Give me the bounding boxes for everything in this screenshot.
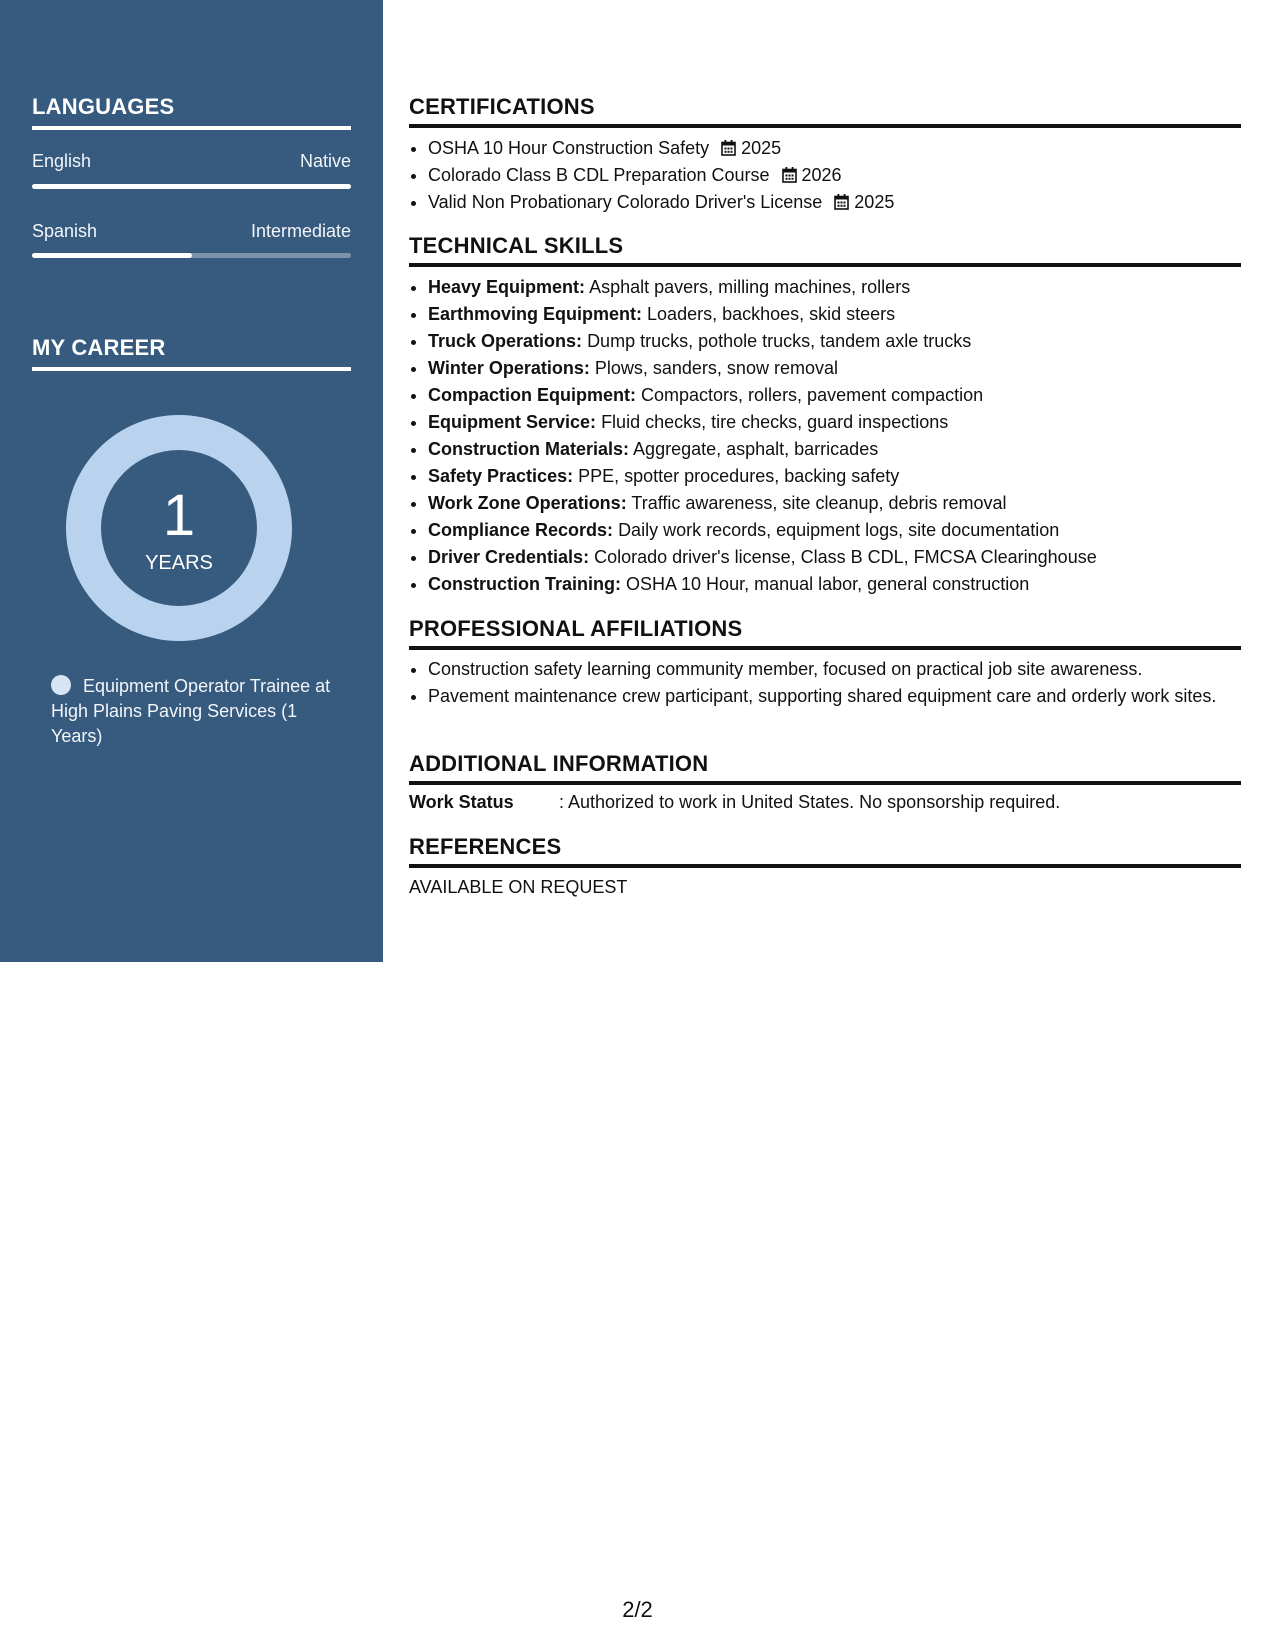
career-heading: MY CAREER	[32, 335, 351, 371]
language-bar-fill	[32, 184, 351, 189]
skill-item	[428, 355, 1260, 382]
work-status-label: Work Status	[409, 792, 514, 812]
language-level: Native	[299, 151, 351, 171]
additional-info-heading: ADDITIONAL INFORMATION	[409, 751, 1241, 785]
skill-item	[428, 328, 1260, 355]
affiliations-list	[409, 657, 1260, 711]
language-name: Spanish	[32, 221, 98, 241]
certification-item	[428, 162, 1260, 189]
languages-heading: LANGUAGES	[32, 94, 351, 130]
skill-category: Compaction Equipment:	[428, 385, 636, 405]
circle-dot-icon	[51, 675, 71, 695]
skill-category: Winter Operations:	[428, 358, 590, 378]
certification-name: OSHA 10 Hour Construction Safety	[428, 138, 710, 158]
language-bar-fill	[32, 253, 192, 258]
skill-category: Compliance Records:	[428, 520, 614, 540]
skill-details: OSHA 10 Hour, manual labor, general construction	[626, 574, 1030, 594]
skill-details: Daily work records, equipment logs, site documentation	[618, 520, 1060, 540]
skill-details: PPE, spotter procedures, backing safety	[578, 466, 900, 486]
certification-year: 2025	[741, 138, 782, 158]
language-bar-english	[32, 184, 351, 189]
certification-year: 2026	[801, 165, 842, 185]
career-item	[51, 674, 341, 749]
skill-category: Heavy Equipment:	[428, 277, 586, 297]
skill-item	[428, 301, 1260, 328]
language-level: Intermediate	[250, 221, 351, 241]
calendar-icon	[834, 191, 849, 207]
calendar-icon	[782, 164, 797, 180]
career-years-number: 1	[162, 483, 196, 548]
skill-item	[428, 463, 1260, 490]
references-heading: REFERENCES	[409, 834, 1241, 868]
language-name: English	[32, 151, 92, 171]
references-text: AVAILABLE ON REQUEST	[409, 877, 628, 897]
career-years-donut	[66, 415, 292, 641]
career-years-unit: YEARS	[145, 552, 213, 574]
skill-details: Aggregate, asphalt, barricades	[633, 439, 879, 459]
skill-category: Construction Materials:	[428, 439, 630, 459]
work-status-value: : Authorized to work in United States. No sponsorship required.	[559, 792, 1061, 812]
skill-details: Plows, sanders, snow removal	[594, 358, 838, 378]
skill-category: Earthmoving Equipment:	[428, 304, 643, 324]
skill-category: Construction Training:	[428, 574, 621, 594]
certifications-heading: CERTIFICATIONS	[409, 94, 1241, 128]
skill-item	[428, 436, 1260, 463]
skill-details: Compactors, rollers, pavement compaction	[641, 385, 984, 405]
certification-item	[428, 189, 1260, 216]
affiliation-item: • Construction safety learning community member, focused on practical job site awareness.	[428, 657, 1260, 682]
certification-name: Valid Non Probationary Colorado Driver's License	[428, 192, 823, 212]
work-status-row	[409, 792, 1241, 813]
skill-details: Asphalt pavers, milling machines, rollers	[589, 277, 911, 297]
skill-details: Fluid checks, tire checks, guard inspections	[601, 412, 949, 432]
skill-item	[428, 490, 1260, 517]
language-row-spanish	[32, 221, 351, 242]
skill-details: Traffic awareness, site cleanup, debris removal	[631, 493, 1007, 513]
calendar-icon	[721, 137, 736, 153]
career-item-text: Equipment Operator Trainee at High Plains Paving Services (1 Years)	[51, 676, 331, 746]
language-row-english	[32, 151, 351, 172]
skill-item	[428, 382, 1260, 409]
skill-category: Truck Operations:	[428, 331, 583, 351]
skill-category: Work Zone Operations:	[428, 493, 627, 513]
certifications-list	[409, 135, 1260, 216]
technical-skills-heading: TECHNICAL SKILLS	[409, 233, 1241, 267]
page-number: 2/2	[622, 1597, 653, 1622]
skill-details: Loaders, backhoes, skid steers	[647, 304, 896, 324]
certification-item	[428, 135, 1260, 162]
language-bar-spanish	[32, 253, 351, 258]
skill-details: Colorado driver's license, Class B CDL, FMCSA Clearinghouse	[594, 547, 1097, 567]
affiliation-item: • Pavement maintenance crew participant, supporting shared equipment care and orderly work sites.	[428, 684, 1260, 709]
sidebar	[0, 0, 383, 962]
skill-category: Driver Credentials:	[428, 547, 590, 567]
certification-year: 2025	[854, 192, 895, 212]
skill-item	[428, 274, 1260, 301]
certification-name: Colorado Class B CDL Preparation Course	[428, 165, 770, 185]
affiliations-heading: PROFESSIONAL AFFILIATIONS	[409, 616, 1241, 650]
skill-item	[428, 517, 1260, 544]
skill-item	[428, 544, 1260, 571]
donut-center	[101, 450, 257, 606]
technical-skills-list	[409, 274, 1260, 598]
skill-item	[428, 409, 1260, 436]
skill-category: Equipment Service:	[428, 412, 597, 432]
skill-details: Dump trucks, pothole trucks, tandem axle trucks	[587, 331, 972, 351]
skill-category: Safety Practices:	[428, 466, 574, 486]
skill-item	[428, 571, 1260, 598]
